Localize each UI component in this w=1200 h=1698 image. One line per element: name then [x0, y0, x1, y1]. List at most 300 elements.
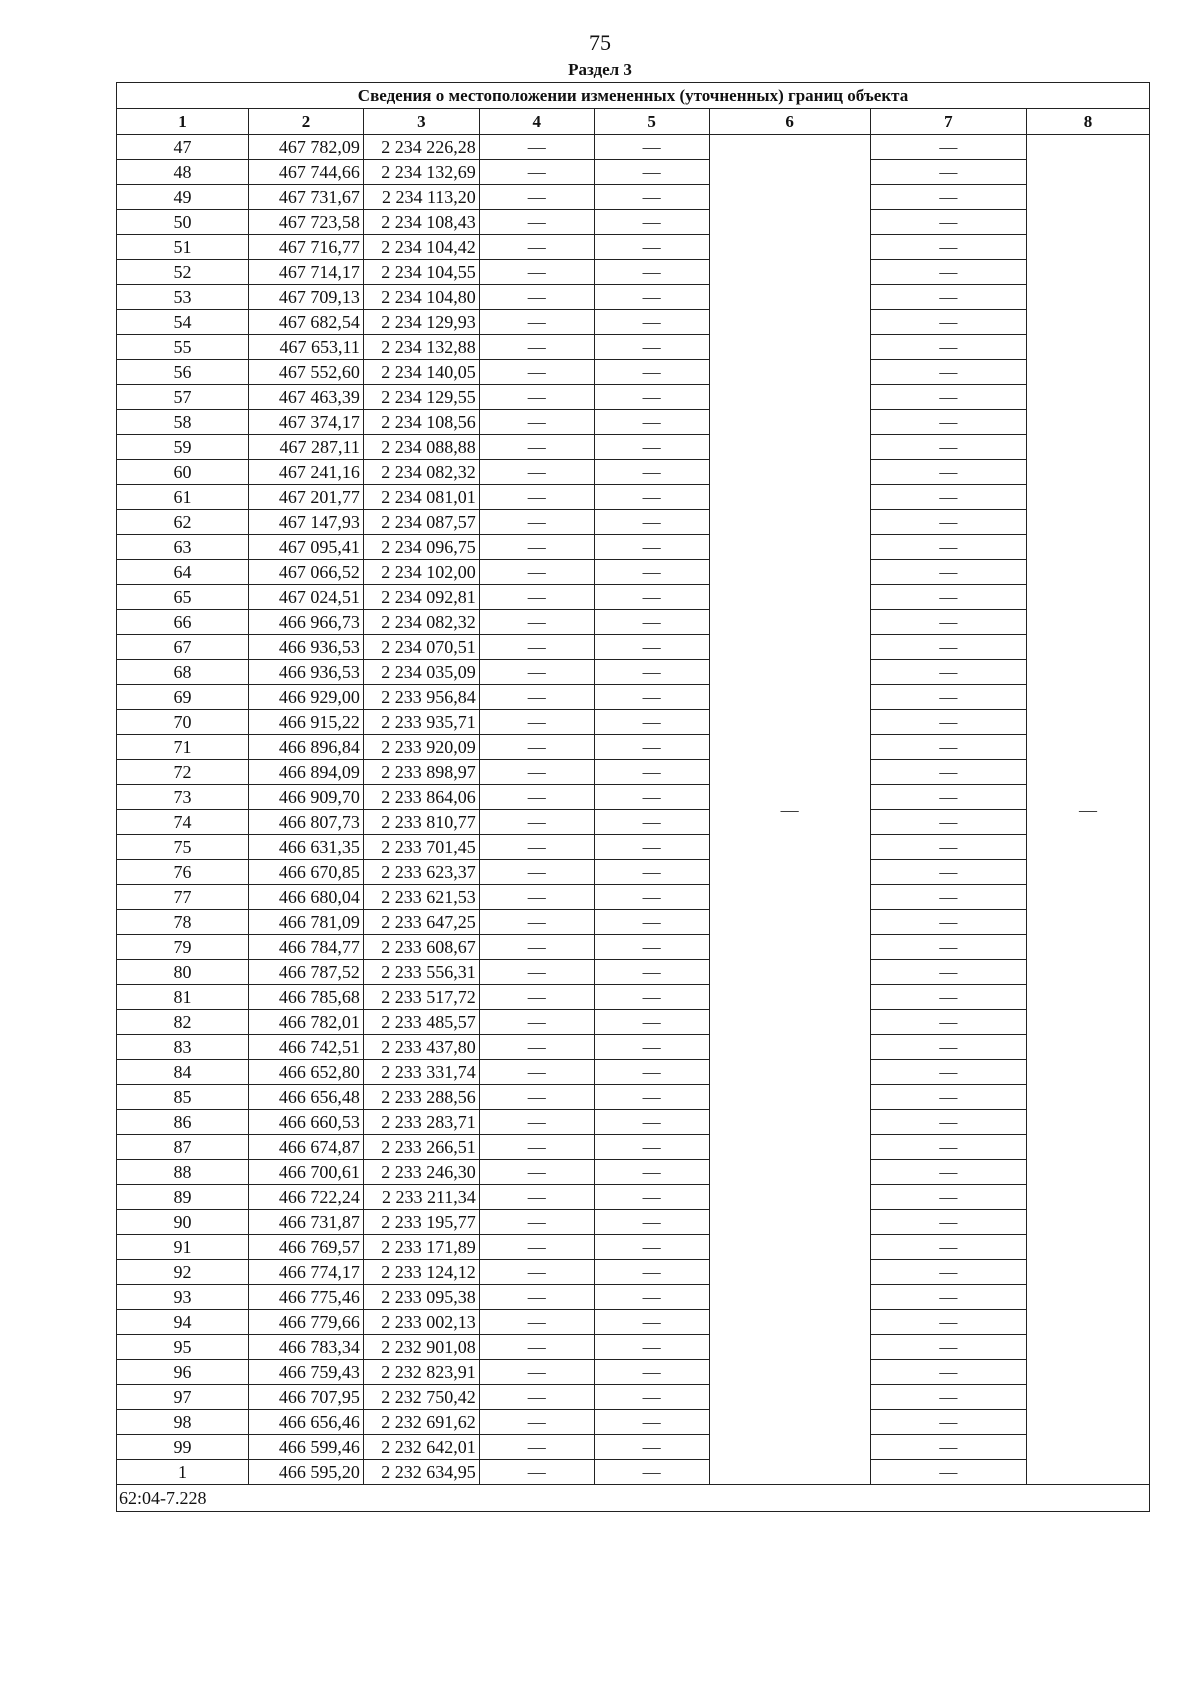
table-row: [117, 310, 1150, 335]
y-coordinate-cell: 2 233 647,25: [363, 910, 479, 935]
point-number-cell: 82: [117, 1010, 249, 1035]
col5-dash-cell: —: [594, 1310, 709, 1335]
y-coordinate-cell: 2 234 082,32: [363, 610, 479, 635]
col5-dash-cell: —: [594, 1460, 709, 1485]
col7-dash-cell: —: [870, 560, 1026, 585]
point-number-cell: 68: [117, 660, 249, 685]
col5-dash-cell: —: [594, 1410, 709, 1435]
col7-dash-cell: —: [870, 885, 1026, 910]
y-coordinate-cell: 2 234 088,88: [363, 435, 479, 460]
x-coordinate-cell: 466 656,48: [249, 1085, 364, 1110]
col4-dash-cell: —: [479, 960, 594, 985]
table-row: [117, 510, 1150, 535]
col4-dash-cell: —: [479, 410, 594, 435]
y-coordinate-cell: 2 233 956,84: [363, 685, 479, 710]
x-coordinate-cell: 466 896,84: [249, 735, 364, 760]
col4-dash-cell: —: [479, 660, 594, 685]
col5-dash-cell: —: [594, 235, 709, 260]
point-number-cell: 62: [117, 510, 249, 535]
col4-dash-cell: —: [479, 560, 594, 585]
table-row: [117, 710, 1150, 735]
y-coordinate-cell: 2 233 621,53: [363, 885, 479, 910]
column-header-row: [117, 109, 1150, 135]
col5-dash-cell: —: [594, 610, 709, 635]
col4-dash-cell: —: [479, 1285, 594, 1310]
col7-dash-cell: —: [870, 1160, 1026, 1185]
col7-dash-cell: —: [870, 635, 1026, 660]
col5-dash-cell: —: [594, 510, 709, 535]
col4-dash-cell: —: [479, 210, 594, 235]
y-coordinate-cell: 2 234 104,55: [363, 260, 479, 285]
table-body: [117, 135, 1150, 1485]
x-coordinate-cell: 466 929,00: [249, 685, 364, 710]
column-header: 8: [1026, 109, 1149, 135]
table-row: [117, 560, 1150, 585]
x-coordinate-cell: 466 784,77: [249, 935, 364, 960]
col7-dash-cell: —: [870, 610, 1026, 635]
y-coordinate-cell: 2 233 331,74: [363, 1060, 479, 1085]
table-row: [117, 160, 1150, 185]
col7-dash-cell: —: [870, 410, 1026, 435]
col7-dash-cell: —: [870, 585, 1026, 610]
table-row: [117, 235, 1150, 260]
col7-dash-cell: —: [870, 760, 1026, 785]
col5-dash-cell: —: [594, 1260, 709, 1285]
col4-dash-cell: —: [479, 1135, 594, 1160]
col5-dash-cell: —: [594, 335, 709, 360]
col7-dash-cell: —: [870, 1010, 1026, 1035]
table-row: [117, 760, 1150, 785]
col7-dash-cell: —: [870, 1310, 1026, 1335]
col7-dash-cell: —: [870, 210, 1026, 235]
col4-dash-cell: —: [479, 385, 594, 410]
coordinates-table: [116, 82, 1150, 1512]
x-coordinate-cell: 467 682,54: [249, 310, 364, 335]
col4-dash-cell: —: [479, 685, 594, 710]
col5-dash-cell: —: [594, 635, 709, 660]
col4-dash-cell: —: [479, 1335, 594, 1360]
col4-dash-cell: —: [479, 910, 594, 935]
page-number: 75: [589, 30, 611, 55]
y-coordinate-cell: 2 233 920,09: [363, 735, 479, 760]
col7-dash-cell: —: [870, 385, 1026, 410]
y-coordinate-cell: 2 233 623,37: [363, 860, 479, 885]
y-coordinate-cell: 2 233 002,13: [363, 1310, 479, 1335]
point-number-cell: 59: [117, 435, 249, 460]
point-number-cell: 55: [117, 335, 249, 360]
col7-dash-cell: —: [870, 235, 1026, 260]
y-coordinate-cell: 2 234 129,93: [363, 310, 479, 335]
x-coordinate-cell: 466 707,95: [249, 1385, 364, 1410]
column-header: 4: [479, 109, 594, 135]
col7-dash-cell: —: [870, 685, 1026, 710]
table-row: [117, 1010, 1150, 1035]
table-row: [117, 1410, 1150, 1435]
point-number-cell: 71: [117, 735, 249, 760]
table-row: [117, 1110, 1150, 1135]
col5-dash-cell: —: [594, 710, 709, 735]
x-coordinate-cell: 466 785,68: [249, 985, 364, 1010]
point-number-cell: 81: [117, 985, 249, 1010]
table-row: [117, 1435, 1150, 1460]
col7-dash-cell: —: [870, 1235, 1026, 1260]
point-number-cell: 48: [117, 160, 249, 185]
point-number-cell: 65: [117, 585, 249, 610]
table-row: [117, 860, 1150, 885]
y-coordinate-cell: 2 234 108,56: [363, 410, 479, 435]
col7-dash-cell: —: [870, 485, 1026, 510]
col5-dash-cell: —: [594, 1110, 709, 1135]
y-coordinate-cell: 2 234 035,09: [363, 660, 479, 685]
col7-dash-cell: —: [870, 935, 1026, 960]
x-coordinate-cell: 466 759,43: [249, 1360, 364, 1385]
table-row: [117, 1185, 1150, 1210]
col7-dash-cell: —: [870, 285, 1026, 310]
point-number-cell: 61: [117, 485, 249, 510]
col4-dash-cell: —: [479, 1460, 594, 1485]
x-coordinate-cell: 467 241,16: [249, 460, 364, 485]
table-row: [117, 1085, 1150, 1110]
col5-dash-cell: —: [594, 835, 709, 860]
point-number-cell: 51: [117, 235, 249, 260]
x-coordinate-cell: 466 894,09: [249, 760, 364, 785]
y-coordinate-cell: 2 232 750,42: [363, 1385, 479, 1410]
col7-dash-cell: —: [870, 1385, 1026, 1410]
y-coordinate-cell: 2 234 102,00: [363, 560, 479, 585]
col7-dash-cell: —: [870, 810, 1026, 835]
col4-dash-cell: —: [479, 1010, 594, 1035]
y-coordinate-cell: 2 233 266,51: [363, 1135, 479, 1160]
col7-dash-cell: —: [870, 1085, 1026, 1110]
y-coordinate-cell: 2 234 108,43: [363, 210, 479, 235]
y-coordinate-cell: 2 234 129,55: [363, 385, 479, 410]
point-number-cell: 57: [117, 385, 249, 410]
y-coordinate-cell: 2 232 691,62: [363, 1410, 479, 1435]
col5-dash-cell: —: [594, 360, 709, 385]
col5-dash-cell: —: [594, 735, 709, 760]
col4-dash-cell: —: [479, 610, 594, 635]
col4-dash-cell: —: [479, 1060, 594, 1085]
x-coordinate-cell: 466 783,34: [249, 1335, 364, 1360]
col5-dash-cell: —: [594, 185, 709, 210]
x-coordinate-cell: 467 714,17: [249, 260, 364, 285]
col4-dash-cell: —: [479, 810, 594, 835]
point-number-cell: 88: [117, 1160, 249, 1185]
y-coordinate-cell: 2 233 283,71: [363, 1110, 479, 1135]
point-number-cell: 91: [117, 1235, 249, 1260]
column-header: 1: [117, 109, 249, 135]
col4-dash-cell: —: [479, 1210, 594, 1235]
x-coordinate-cell: 467 552,60: [249, 360, 364, 385]
table-row: [117, 810, 1150, 835]
table-row: [117, 135, 1150, 160]
x-coordinate-cell: 466 742,51: [249, 1035, 364, 1060]
col6-merged-cell: —: [709, 135, 870, 1485]
col5-dash-cell: —: [594, 160, 709, 185]
point-number-cell: 90: [117, 1210, 249, 1235]
table-row: [117, 185, 1150, 210]
col4-dash-cell: —: [479, 1360, 594, 1385]
col5-dash-cell: —: [594, 985, 709, 1010]
col7-dash-cell: —: [870, 1135, 1026, 1160]
col4-dash-cell: —: [479, 335, 594, 360]
col7-dash-cell: —: [870, 1460, 1026, 1485]
point-number-cell: 89: [117, 1185, 249, 1210]
col5-dash-cell: —: [594, 885, 709, 910]
table-row: [117, 285, 1150, 310]
point-number-cell: 92: [117, 1260, 249, 1285]
x-coordinate-cell: 467 716,77: [249, 235, 364, 260]
col7-dash-cell: —: [870, 1285, 1026, 1310]
col7-dash-cell: —: [870, 535, 1026, 560]
col7-dash-cell: —: [870, 910, 1026, 935]
x-coordinate-cell: 466 722,24: [249, 1185, 364, 1210]
point-number-cell: 53: [117, 285, 249, 310]
point-number-cell: 49: [117, 185, 249, 210]
x-coordinate-cell: 466 775,46: [249, 1285, 364, 1310]
point-number-cell: 66: [117, 610, 249, 635]
point-number-cell: 99: [117, 1435, 249, 1460]
table-row: [117, 360, 1150, 385]
col5-dash-cell: —: [594, 535, 709, 560]
col5-dash-cell: —: [594, 1060, 709, 1085]
table-row: [117, 1235, 1150, 1260]
x-coordinate-cell: 466 936,53: [249, 635, 364, 660]
col7-dash-cell: —: [870, 1260, 1026, 1285]
col4-dash-cell: —: [479, 785, 594, 810]
col7-dash-cell: —: [870, 960, 1026, 985]
y-coordinate-cell: 2 233 810,77: [363, 810, 479, 835]
point-number-cell: 96: [117, 1360, 249, 1385]
y-coordinate-cell: 2 234 092,81: [363, 585, 479, 610]
point-number-cell: 76: [117, 860, 249, 885]
point-number-cell: 79: [117, 935, 249, 960]
x-coordinate-cell: 466 731,87: [249, 1210, 364, 1235]
section-title: Раздел 3: [568, 60, 632, 79]
x-coordinate-cell: 466 909,70: [249, 785, 364, 810]
col5-dash-cell: —: [594, 585, 709, 610]
col7-dash-cell: —: [870, 835, 1026, 860]
y-coordinate-cell: 2 234 132,69: [363, 160, 479, 185]
col5-dash-cell: —: [594, 810, 709, 835]
point-number-cell: 1: [117, 1460, 249, 1485]
col5-dash-cell: —: [594, 1160, 709, 1185]
table-row: [117, 935, 1150, 960]
table-row: [117, 585, 1150, 610]
col7-dash-cell: —: [870, 710, 1026, 735]
y-coordinate-cell: 2 233 701,45: [363, 835, 479, 860]
x-coordinate-cell: 467 709,13: [249, 285, 364, 310]
col5-dash-cell: —: [594, 560, 709, 585]
col5-dash-cell: —: [594, 410, 709, 435]
x-coordinate-cell: 467 731,67: [249, 185, 364, 210]
col5-dash-cell: —: [594, 310, 709, 335]
col4-dash-cell: —: [479, 1185, 594, 1210]
col5-dash-cell: —: [594, 910, 709, 935]
col4-dash-cell: —: [479, 310, 594, 335]
table-row: [117, 260, 1150, 285]
col4-dash-cell: —: [479, 485, 594, 510]
y-coordinate-cell: 2 232 901,08: [363, 1335, 479, 1360]
col5-dash-cell: —: [594, 1035, 709, 1060]
table-row: [117, 735, 1150, 760]
col4-dash-cell: —: [479, 285, 594, 310]
col4-dash-cell: —: [479, 135, 594, 160]
table-row: [117, 910, 1150, 935]
col5-dash-cell: —: [594, 785, 709, 810]
col7-dash-cell: —: [870, 1210, 1026, 1235]
col7-dash-cell: —: [870, 460, 1026, 485]
col4-dash-cell: —: [479, 185, 594, 210]
col5-dash-cell: —: [594, 935, 709, 960]
x-coordinate-cell: 466 915,22: [249, 710, 364, 735]
table-row: [117, 1060, 1150, 1085]
col4-dash-cell: —: [479, 535, 594, 560]
col5-dash-cell: —: [594, 760, 709, 785]
table-row: [117, 460, 1150, 485]
point-number-cell: 70: [117, 710, 249, 735]
y-coordinate-cell: 2 234 082,32: [363, 460, 479, 485]
col4-dash-cell: —: [479, 860, 594, 885]
x-coordinate-cell: 467 201,77: [249, 485, 364, 510]
table-row: [117, 1260, 1150, 1285]
point-number-cell: 75: [117, 835, 249, 860]
col4-dash-cell: —: [479, 1035, 594, 1060]
point-number-cell: 86: [117, 1110, 249, 1135]
point-number-cell: 72: [117, 760, 249, 785]
col4-dash-cell: —: [479, 585, 594, 610]
col5-dash-cell: —: [594, 685, 709, 710]
table-row: [117, 1360, 1150, 1385]
point-number-cell: 64: [117, 560, 249, 585]
col5-dash-cell: —: [594, 660, 709, 685]
col5-dash-cell: —: [594, 1185, 709, 1210]
table-row: [117, 535, 1150, 560]
x-coordinate-cell: 466 631,35: [249, 835, 364, 860]
x-coordinate-cell: 467 653,11: [249, 335, 364, 360]
table-footer-code: 62:04-7.228: [117, 1485, 1150, 1512]
y-coordinate-cell: 2 234 087,57: [363, 510, 479, 535]
y-coordinate-cell: 2 232 642,01: [363, 1435, 479, 1460]
col7-dash-cell: —: [870, 785, 1026, 810]
col4-dash-cell: —: [479, 985, 594, 1010]
point-number-cell: 47: [117, 135, 249, 160]
column-header: 2: [249, 109, 364, 135]
point-number-cell: 63: [117, 535, 249, 560]
point-number-cell: 97: [117, 1385, 249, 1410]
col5-dash-cell: —: [594, 960, 709, 985]
table-row: [117, 785, 1150, 810]
col5-dash-cell: —: [594, 1285, 709, 1310]
y-coordinate-cell: 2 234 226,28: [363, 135, 479, 160]
table-row: [117, 1160, 1150, 1185]
y-coordinate-cell: 2 233 864,06: [363, 785, 479, 810]
x-coordinate-cell: 467 066,52: [249, 560, 364, 585]
table-row: [117, 1335, 1150, 1360]
y-coordinate-cell: 2 233 898,97: [363, 760, 479, 785]
x-coordinate-cell: 466 700,61: [249, 1160, 364, 1185]
col7-dash-cell: —: [870, 160, 1026, 185]
col4-dash-cell: —: [479, 935, 594, 960]
col4-dash-cell: —: [479, 1260, 594, 1285]
point-number-cell: 73: [117, 785, 249, 810]
y-coordinate-cell: 2 234 132,88: [363, 335, 479, 360]
x-coordinate-cell: 466 807,73: [249, 810, 364, 835]
x-coordinate-cell: 466 782,01: [249, 1010, 364, 1035]
x-coordinate-cell: 467 723,58: [249, 210, 364, 235]
x-coordinate-cell: 466 779,66: [249, 1310, 364, 1335]
col5-dash-cell: —: [594, 1010, 709, 1035]
col5-dash-cell: —: [594, 1085, 709, 1110]
col7-dash-cell: —: [870, 510, 1026, 535]
table-title: Сведения о местоположении измененных (уточненных) границ объекта: [117, 83, 1150, 109]
col5-dash-cell: —: [594, 1435, 709, 1460]
point-number-cell: 83: [117, 1035, 249, 1060]
table-row: [117, 635, 1150, 660]
y-coordinate-cell: 2 233 556,31: [363, 960, 479, 985]
point-number-cell: 77: [117, 885, 249, 910]
x-coordinate-cell: 466 652,80: [249, 1060, 364, 1085]
x-coordinate-cell: 466 781,09: [249, 910, 364, 935]
col4-dash-cell: —: [479, 1435, 594, 1460]
point-number-cell: 78: [117, 910, 249, 935]
y-coordinate-cell: 2 234 113,20: [363, 185, 479, 210]
x-coordinate-cell: 467 287,11: [249, 435, 364, 460]
y-coordinate-cell: 2 233 095,38: [363, 1285, 479, 1310]
table-row: [117, 1310, 1150, 1335]
y-coordinate-cell: 2 234 104,42: [363, 235, 479, 260]
y-coordinate-cell: 2 233 437,80: [363, 1035, 479, 1060]
col4-dash-cell: —: [479, 1085, 594, 1110]
col5-dash-cell: —: [594, 1385, 709, 1410]
point-number-cell: 80: [117, 960, 249, 985]
col4-dash-cell: —: [479, 735, 594, 760]
x-coordinate-cell: 466 680,04: [249, 885, 364, 910]
y-coordinate-cell: 2 234 070,51: [363, 635, 479, 660]
col4-dash-cell: —: [479, 1235, 594, 1260]
y-coordinate-cell: 2 233 608,67: [363, 935, 479, 960]
point-number-cell: 50: [117, 210, 249, 235]
table-row: [117, 210, 1150, 235]
col4-dash-cell: —: [479, 885, 594, 910]
y-coordinate-cell: 2 233 517,72: [363, 985, 479, 1010]
point-number-cell: 67: [117, 635, 249, 660]
x-coordinate-cell: 466 660,53: [249, 1110, 364, 1135]
table-row: [117, 985, 1150, 1010]
col7-dash-cell: —: [870, 260, 1026, 285]
col4-dash-cell: —: [479, 260, 594, 285]
table-row: [117, 410, 1150, 435]
point-number-cell: 87: [117, 1135, 249, 1160]
y-coordinate-cell: 2 233 211,34: [363, 1185, 479, 1210]
point-number-cell: 95: [117, 1335, 249, 1360]
col4-dash-cell: —: [479, 360, 594, 385]
col7-dash-cell: —: [870, 1110, 1026, 1135]
col7-dash-cell: —: [870, 985, 1026, 1010]
table-row: [117, 1285, 1150, 1310]
table-row: [117, 885, 1150, 910]
y-coordinate-cell: 2 234 096,75: [363, 535, 479, 560]
col5-dash-cell: —: [594, 1360, 709, 1385]
y-coordinate-cell: 2 233 935,71: [363, 710, 479, 735]
col7-dash-cell: —: [870, 1360, 1026, 1385]
x-coordinate-cell: 466 774,17: [249, 1260, 364, 1285]
column-header: 3: [363, 109, 479, 135]
x-coordinate-cell: 467 147,93: [249, 510, 364, 535]
col4-dash-cell: —: [479, 160, 594, 185]
col7-dash-cell: —: [870, 1410, 1026, 1435]
col4-dash-cell: —: [479, 760, 594, 785]
